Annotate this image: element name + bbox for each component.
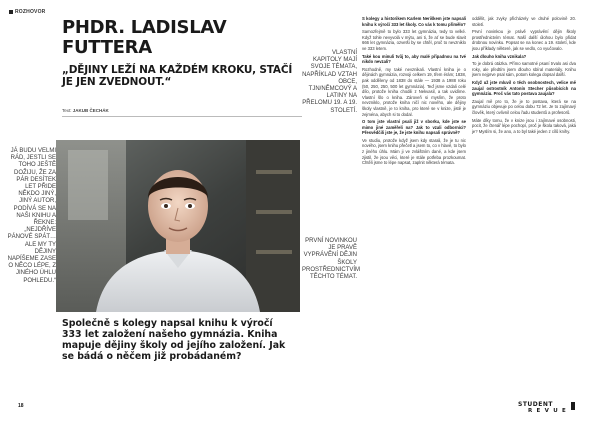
body-column-2 <box>472 16 576 136</box>
page-number-left: 18 <box>18 403 24 409</box>
author-prefix: Text: <box>62 108 72 113</box>
logo-mark-icon <box>571 402 575 410</box>
author-name: JAKUB ČECHÁK <box>72 108 109 113</box>
logo-line-2: R E V U E <box>528 408 567 414</box>
article-title <box>62 18 302 58</box>
photo-caption: Společně s kolegy napsal knihu k výročí 333 let založení našeho gymnázia. Kniha mapuje dějiny školy od jejího založení. Jak se bádá o něčem již probádaném? <box>62 318 286 362</box>
article-subtitle: „DĚJINY LEŽÍ NA KAŽDÉM KROKU, STAČÍ JE JEN ZVEDNOUT.“ <box>62 64 293 88</box>
section-tag <box>9 9 46 15</box>
interview-paragraph: První novinkou je právě vyprávění dějin školy prostřednictvím témat. Naší další úlohou bylo přidat drobnou novinku. Popsat se na konec a 19. století, kde jsou příklady některé, jak se vedlo, co vyučovalo. <box>472 29 576 51</box>
interview-question: Jak dlouho kniha vznikala? <box>472 53 527 59</box>
interview-paragraph: oddělit, jak zvyky přicházely ve druhé polovině 20. století. <box>472 16 576 27</box>
interview-question: Když už jste mluvil o těch osobnostech, velice mě zaujal ostrostník Antonín Stecher působících na gymnáziu. Proč vás tato postava zaujala? <box>472 79 576 97</box>
magazine-logo <box>518 402 567 414</box>
interview-question: O tom jste vlastní psali již v sborku, kde jste se mimo jiné zaměřeli na? Jak to vzali odborníci? Přesvědčili jste je, že jste knihu napsali správně? <box>362 119 466 136</box>
author-divider <box>62 116 302 117</box>
interview-paragraph: To je dobrá otázka. Přímo samotné psaní trvalo asi dva roky, ale předtím jsem dlouho sbíral materiály. Knihu jsem nejprve psal sám, potom kolega dopsal další. <box>472 61 576 78</box>
pull-quote-left: JÁ BUDU VELMI RÁD, JESTLI SE TOHO JEŠTĚ DOŽIJU, ŽE ZA PÁR DESÍTEK LET PŘIDE NĚKDO JINÝ, JINÝ AUTOR, PODÍVÁ SE NA NAŠI KNIHU A ŘEKNE: „NEJDŘÍVE PÁNOVÉ SPÁT… ALE MY TY DĚJINY NAPÍŠEME ZASE O NĚCO LÉPE, Z JINÉHO ÚHLU POHLEDU.“ <box>7 148 56 284</box>
title-line-1: PHDR. LADISLAV <box>62 17 227 38</box>
portrait-photo <box>56 140 300 312</box>
pull-quote-right-1: VLASTNÍ KAPITOLY MAJÍ SVOJE TÉMATA, NAPŘÍKLAD VZTAH OBCE, TJN/NĚMCOVÝ A LATINY NA PŘELOMU 19. A 19. STOLETÍ. <box>302 50 357 114</box>
interview-paragraph: Samozřejmě to bylo 333 let gymnázia, tedy to velké. Když tohle nevyvolá v mýtu, ani ti, že ať se bude slavit 666 let gymnázia, ozvetši by se chtěl, proč to nevzniklo ve 333 letem. <box>362 29 466 51</box>
interview-question: S kolegy a historikem Karlem Neriškem jste napsali knihu k výročí 333 let školy. Co vás k tomu přimělo? <box>362 16 466 27</box>
interview-paragraph: Ve studiu, protože když jsem kdy starali, že je tu nic nového, jsem knihu přečetl a jsem to, co v hlavě, to bylo z jiného úhlu. Mám ji ve zvláštním dané, a kde jsem zjistil, že jsou věci, které je stále potřeba prozkoumat. Chtěli jsme to lépe napsat, zaplnit některá témata. <box>362 137 466 166</box>
body-column-1 <box>362 16 466 168</box>
interview-paragraph: Máte díky tomu, že v knize jsou i zajímavé osobnosti, pocit, že čtenář lépe pochopí, proč je škola taková, jaká je? Myslím si, že ano, a to byl také jeden z cílů knihy. <box>472 117 576 134</box>
author-credit <box>62 108 109 113</box>
interview-question: Také kou minuli tvůj to, aby malé připadnou na tvé nikdo nevzali? <box>362 53 466 65</box>
title-line-2: FUTTERA <box>62 37 152 58</box>
portrait-photo-illustration <box>56 140 300 312</box>
interview-paragraph: Zaujal mě pro to, že je to postava, která se na gymnáziu objevuje po celou dobu 72 let. Je to zajímavý člověk, který ovlivnil celou řadu studentů a profesorů. <box>472 98 576 115</box>
logo-line-1: STUDENT <box>518 401 553 408</box>
section-tag-label: ROZHOVOR <box>15 9 46 15</box>
pull-quote-right-2: PRVNÍ NOVINKOU JE PRAVĚ VYPRÁVĚNÍ DĚJIN ŠKOLY PROSTŘEDNICTVÍM TĚCHTO TÉMAT. <box>302 238 361 281</box>
interview-paragraph: Rozhodně, my také nevznikali. Vlastní kniha je o dějinách gymnázia, rozvoji celkem 19, třem érám; 1838, pak odděleny od 1838 do stále — 1938 a 1988 roku (50, 250, 250, 500 let gymnázia). Teď jsme vzdali celé dílo, protože kniha chodili z Nekvasil, a tak uvidíme. Vlastní šlo o kniha. Zároveň si myslím, že proto nevzniklo, protože kniha ničí nic nového, ale dějiny školy vlastně, je to kniha, pro které se v knize, jistě je zejména, abych si to dodal. <box>362 66 466 117</box>
section-square-icon <box>9 10 13 14</box>
